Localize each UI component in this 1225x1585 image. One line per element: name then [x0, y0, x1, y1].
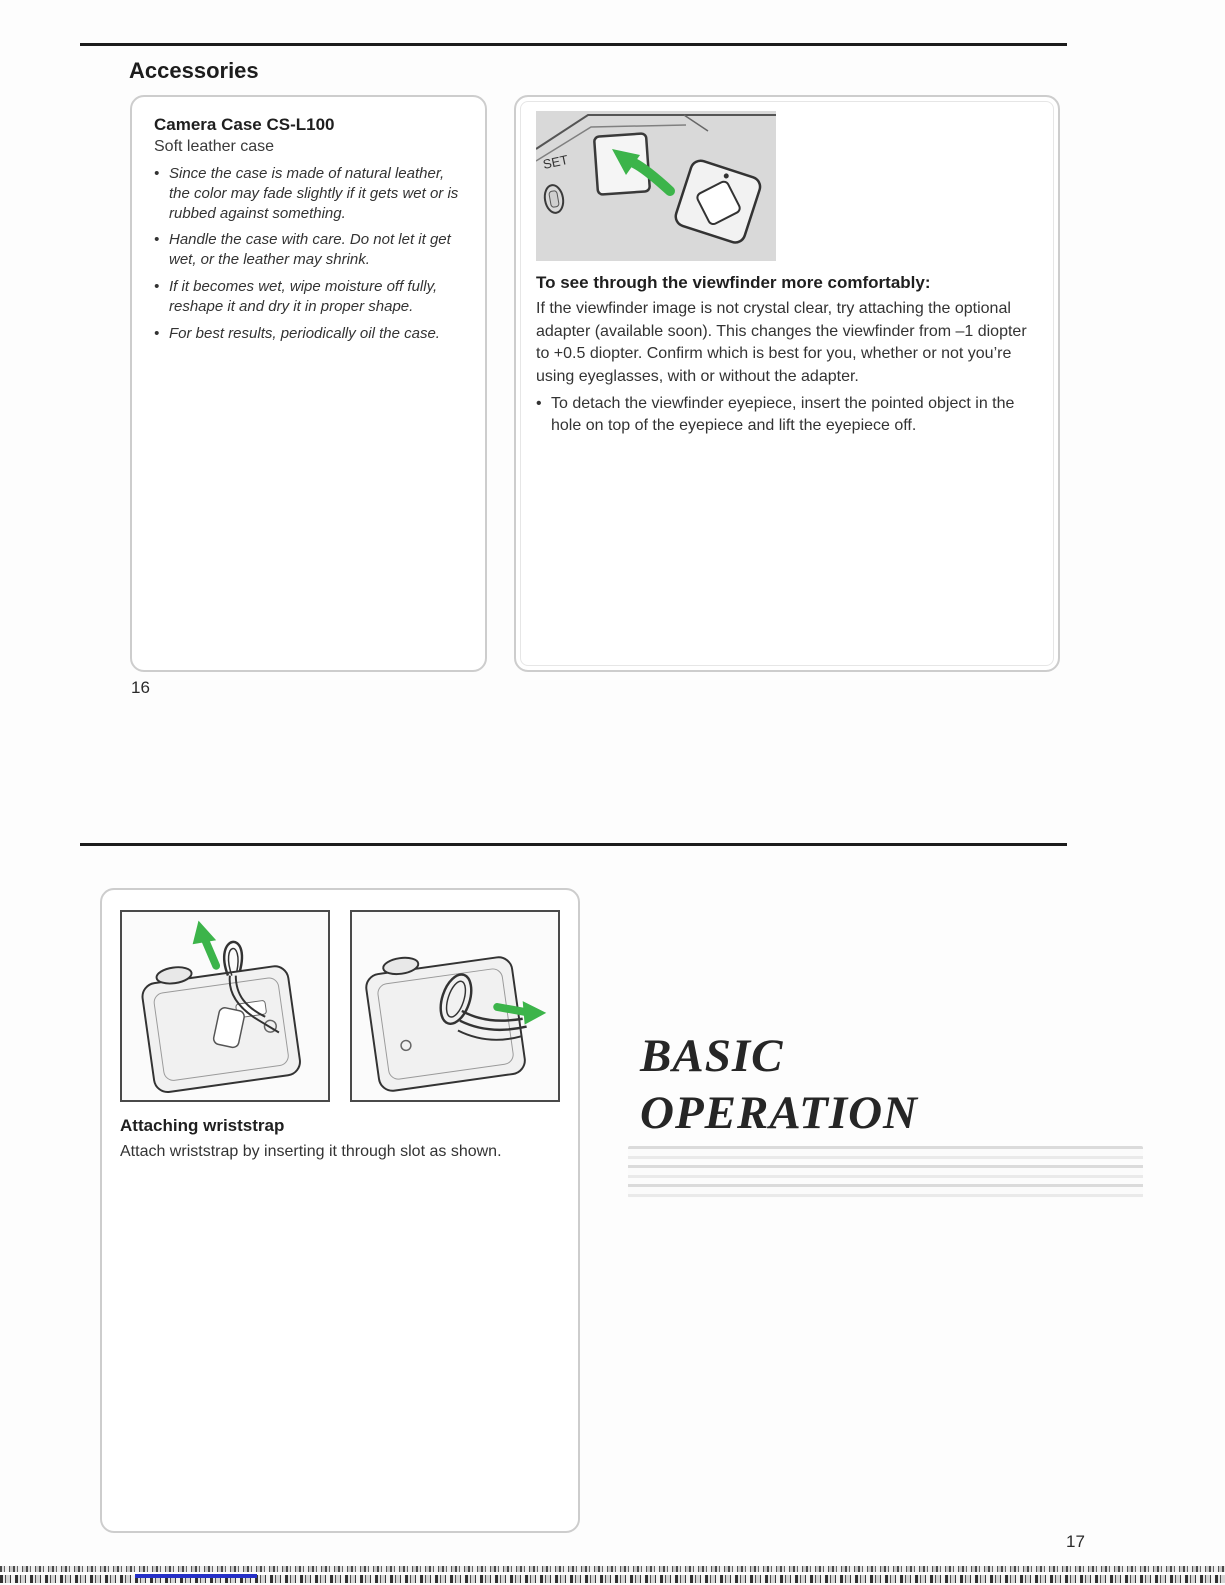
chapter-title-line2: OPERATION — [640, 1087, 918, 1140]
scan-edge-strip — [0, 1566, 1225, 1572]
chapter-title-basic-operation — [640, 1028, 918, 1143]
blue-line-artifact — [135, 1574, 257, 1578]
viewfinder-bullet-list — [536, 393, 1038, 438]
wriststrap-illustration-1 — [120, 910, 330, 1102]
mid-divider-rule — [80, 843, 1067, 846]
camera-case-subtitle: Soft leather case — [154, 138, 275, 155]
top-divider-rule — [80, 43, 1067, 46]
viewfinder-heading: To see through the viewfinder more comfortably: — [536, 273, 931, 292]
camera-case-box — [130, 95, 487, 672]
viewfinder-illustration — [536, 111, 776, 261]
viewfinder-body: If the viewfinder image is not crystal clear, try attaching the optional adapter (available soon). This changes the viewfinder from –1 diopter to +0.5 diopter. Confirm which is best for you, whether or not you’re using eyeglasses, with or without the adapter. — [536, 300, 1027, 386]
page-number-17: 17 — [1066, 1532, 1085, 1551]
viewfinder-illustration-svg — [536, 111, 776, 261]
wriststrap-step1-svg — [122, 912, 328, 1100]
scan-smudge-artifact — [628, 1146, 1143, 1198]
camera-case-bullet: • Since the case is made of natural leather, the color may fade slightly if it gets wet or is rubbed against something. — [154, 164, 463, 223]
wriststrap-illustrations — [120, 910, 560, 1102]
chapter-title-line1: BASIC — [640, 1030, 784, 1082]
wriststrap-illustration-2 — [350, 910, 560, 1102]
camera-case-bullet: • If it becomes wet, wipe moisture off fully, reshape it and dry it in proper shape. — [154, 277, 463, 317]
camera-case-bullet: • For best results, periodically oil the case. — [154, 324, 463, 344]
viewfinder-bullet: • To detach the viewfinder eyepiece, insert the pointed object in the hole on top of the eyepiece and lift the eyepiece off. — [536, 393, 1038, 438]
camera-case-bullet-list — [154, 164, 463, 343]
wriststrap-step2-svg — [352, 912, 558, 1100]
section-title-accessories: Accessories — [129, 58, 259, 83]
wriststrap-title: Attaching wriststrap — [120, 1116, 285, 1135]
page-number-16: 16 — [131, 678, 150, 697]
viewfinder-box — [514, 95, 1060, 672]
camera-case-bullet: • Handle the case with care. Do not let it get wet, or the leather may shrink. — [154, 230, 463, 270]
set-label: SET — [541, 152, 570, 172]
camera-case-title: Camera Case CS-L100 — [154, 115, 335, 134]
wriststrap-box — [100, 888, 580, 1533]
wriststrap-body: Attach wriststrap by inserting it through slot as shown. — [120, 1143, 502, 1160]
